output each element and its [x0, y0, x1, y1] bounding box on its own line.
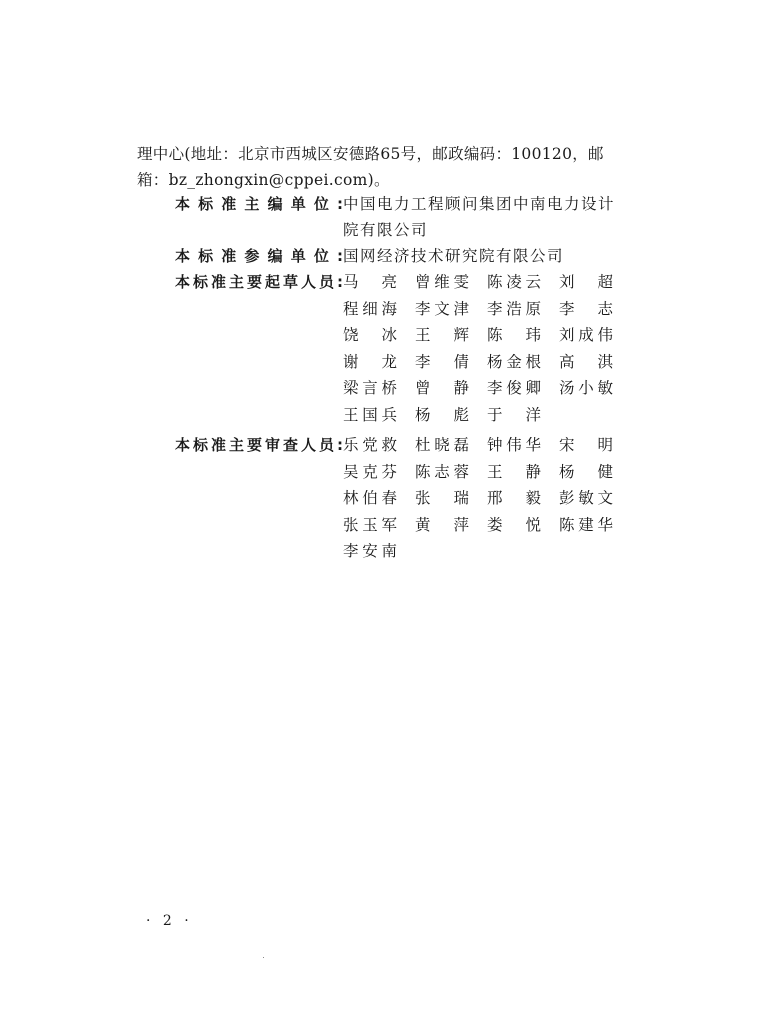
chief-unit-value-line-1: 中国电力工程顾问集团中南电力设计: [343, 195, 616, 213]
reviewers-section: [175, 432, 655, 565]
person-name: 李 文 津: [415, 299, 469, 318]
label-char: 审: [265, 436, 281, 454]
label-char: 草: [283, 273, 299, 291]
label-char: 本: [175, 247, 191, 265]
person-name: 李 志: [559, 299, 613, 318]
label-char: 位: [313, 195, 329, 213]
person-name: 吴 克 芬: [343, 462, 397, 481]
chief-unit-label: [175, 191, 343, 217]
participating-unit-value: [343, 243, 655, 269]
label-colon: :: [336, 195, 343, 213]
label-char: 起: [265, 273, 281, 291]
person-name: 张 瑞: [415, 489, 469, 507]
label-char: 员: [319, 273, 335, 291]
drafters-name-grid: [343, 269, 655, 428]
label-char: 准: [211, 273, 227, 291]
reviewers-name-grid: [343, 432, 655, 565]
person-name: 杨 彪: [415, 405, 469, 424]
label-char: 要: [247, 273, 263, 291]
person-name: 张 玉 军: [343, 515, 397, 534]
label-char: 参: [244, 247, 260, 265]
intro-paragraph: [137, 141, 657, 193]
label-char: 编: [267, 195, 283, 213]
label-char: 员: [319, 436, 335, 454]
label-char: 标: [193, 436, 209, 454]
person-name: 高 淇: [559, 352, 613, 371]
person-name: 娄 悦: [487, 515, 541, 534]
label-char: 本: [175, 273, 191, 291]
person-name: 刘 成 伟: [559, 326, 613, 344]
person-name: 宋 明: [559, 436, 613, 454]
label-char: 单: [290, 247, 306, 265]
chief-unit-section: [175, 191, 655, 243]
label-colon: :: [336, 247, 343, 265]
person-name: 陈 凌 云: [487, 273, 541, 291]
label-char: 位: [313, 247, 329, 265]
label-char: 标: [198, 247, 214, 265]
participating-unit-section: [175, 243, 655, 269]
label-char: 查: [283, 436, 299, 454]
label-char: 人: [301, 273, 317, 291]
label-char: 人: [301, 436, 317, 454]
label-char: 主: [229, 273, 245, 291]
person-name: 于 洋: [487, 405, 541, 424]
person-name: 梁 言 桥: [343, 379, 397, 397]
person-name: 李 俊 卿: [487, 379, 541, 397]
label-colon: :: [337, 273, 343, 291]
label-char: 编: [267, 247, 283, 265]
page-number: · 2 ·: [146, 913, 193, 929]
label-char: 本: [175, 195, 191, 213]
participating-unit-value-line-1: 国网经济技术研究院有限公司: [343, 247, 565, 265]
person-name: 李 浩 原: [487, 299, 541, 318]
label-char: 准: [221, 195, 237, 213]
drafters-section: [175, 269, 655, 428]
label-char: 主: [244, 195, 260, 213]
person-name: 杨 健: [559, 462, 613, 481]
person-name: 杜 晓 磊: [415, 436, 469, 454]
intro-line-1: 理中心(地址：北京市西城区安德路65号，邮政编码：100120，邮: [137, 145, 604, 163]
label-char: 准: [211, 436, 227, 454]
person-name: 汤 小 敏: [559, 379, 613, 397]
person-name: 陈 玮: [487, 326, 541, 344]
person-name: 马 亮: [343, 273, 397, 291]
intro-line-2: 箱：bz_zhongxin@cppei.com)。: [137, 171, 390, 189]
label-char: 主: [229, 436, 245, 454]
drafters-label: [175, 269, 343, 295]
label-char: 要: [247, 436, 263, 454]
person-name: 刘 超: [559, 273, 613, 291]
label-char: 准: [221, 247, 237, 265]
person-name: 王 国 兵: [343, 405, 397, 424]
person-name: 邢 毅: [487, 489, 541, 507]
label-char: 单: [290, 195, 306, 213]
person-name: 曾 维 雯: [415, 273, 469, 291]
person-name: 彭 敏 文: [559, 489, 613, 507]
person-name: 李 倩: [415, 352, 469, 371]
person-name: 王 静: [487, 462, 541, 481]
participating-unit-label: [175, 243, 343, 269]
person-name: 乐 党 救: [343, 436, 397, 454]
label-char: 标: [198, 195, 214, 213]
person-name: 饶 冰: [343, 326, 397, 344]
person-name: 林 伯 春: [343, 489, 397, 507]
chief-unit-value: [343, 191, 655, 243]
person-name: 钟 伟 华: [487, 436, 541, 454]
person-name: 陈 志 蓉: [415, 462, 469, 481]
person-name: 谢 龙: [343, 352, 397, 371]
person-name: 程 细 海: [343, 299, 397, 318]
person-name: 王 辉: [415, 326, 469, 344]
person-name: 陈 建 华: [559, 515, 613, 534]
person-name: 曾 静: [415, 379, 469, 397]
person-name: 李 安 南: [343, 542, 397, 560]
person-name: 黄 萍: [415, 515, 469, 534]
stray-dot: [263, 957, 264, 958]
label-colon: :: [337, 436, 343, 454]
chief-unit-value-line-2: 院有限公司: [343, 221, 429, 239]
person-name: 杨 金 根: [487, 352, 541, 371]
label-char: 标: [193, 273, 209, 291]
label-char: 本: [175, 436, 191, 454]
reviewers-label: [175, 432, 343, 458]
